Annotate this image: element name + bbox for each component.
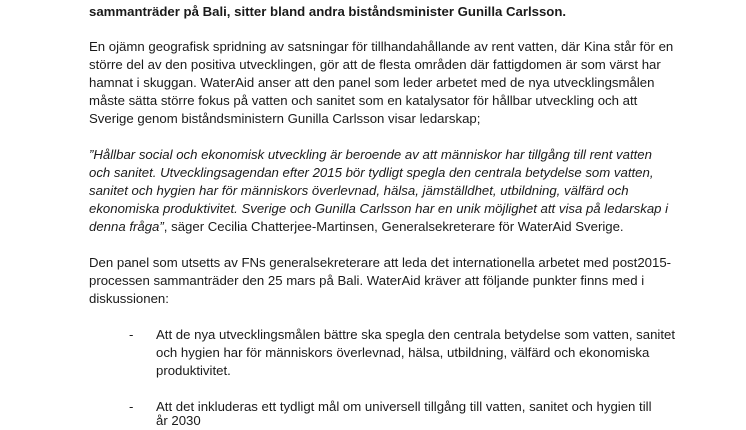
paragraph-line: En ojämn geografisk spridning av satsningar för tillhandahållande av rent vatten, där Kina står för en xyxy=(89,39,674,54)
paragraph-line: Sverige genom biståndsministern Gunilla Carlsson visar ledarskap; xyxy=(89,111,481,126)
bullet-line: år 2030 xyxy=(156,413,201,428)
quote-line: sanitet och hygien har för människors överlevnad, hälsa, jämställdhet, utbildning, välfärd och xyxy=(89,183,629,198)
bullet-dash: - xyxy=(129,327,134,342)
quote-end: denna fråga” xyxy=(89,219,164,234)
paragraph-line: diskussionen: xyxy=(89,291,169,306)
bullet-dash: - xyxy=(129,399,134,414)
bullet-line: Att de nya utvecklingsmålen bättre ska spegla den centrala betydelse som vatten, sanitet xyxy=(156,327,676,342)
paragraph-line: processen sammanträder den 25 mars på Bali. WaterAid kräver att följande punkter finns med i xyxy=(89,273,645,288)
intro-bold-line: sammanträder på Bali, sitter bland andra biståndsminister Gunilla Carlsson. xyxy=(89,4,567,19)
bullet-line: och hygien har för människors överlevnad, hälsa, utbildning, välfärd och ekonomiska xyxy=(156,345,650,360)
quote-attribution: , säger Cecilia Chatterjee-Martinsen, Generalsekreterare för WaterAid Sverige. xyxy=(163,219,624,234)
paragraph-line: måste sätta större fokus på vatten och sanitet som en katalysator för hållbar utveckling och att xyxy=(89,93,638,108)
paragraph-line: större del av den positiva utvecklingen, gör att de flesta områden där fattigdomen är som värst har xyxy=(89,57,661,72)
bullet-line: Att det inkluderas ett tydligt mål om universell tillgång till vatten, sanitet och hygien till xyxy=(156,399,652,414)
quote-line: och sanitet. Utvecklingsagendan efter 2015 bör tydligt spegla den centrala betydelse som vatten, xyxy=(89,165,654,180)
quote-attribution-line xyxy=(89,218,624,236)
quote-line: ”Hållbar social och ekonomisk utveckling är beroende av att människor har tillgång till rent vatten xyxy=(89,147,652,162)
paragraph-line: hamnat i skuggan. WaterAid anser att den panel som leder arbetet med de nya utvecklingsmålen xyxy=(89,75,655,90)
paragraph-line: Den panel som utsetts av FNs generalsekreterare att leda det internationella arbetet med post2015- xyxy=(89,255,672,270)
bullet-line: produktivitet. xyxy=(156,363,231,378)
quote-line: ekonomiska produktivitet. Sverige och Gunilla Carlsson har en unik möjlighet att visa på ledarskap i xyxy=(89,201,669,216)
